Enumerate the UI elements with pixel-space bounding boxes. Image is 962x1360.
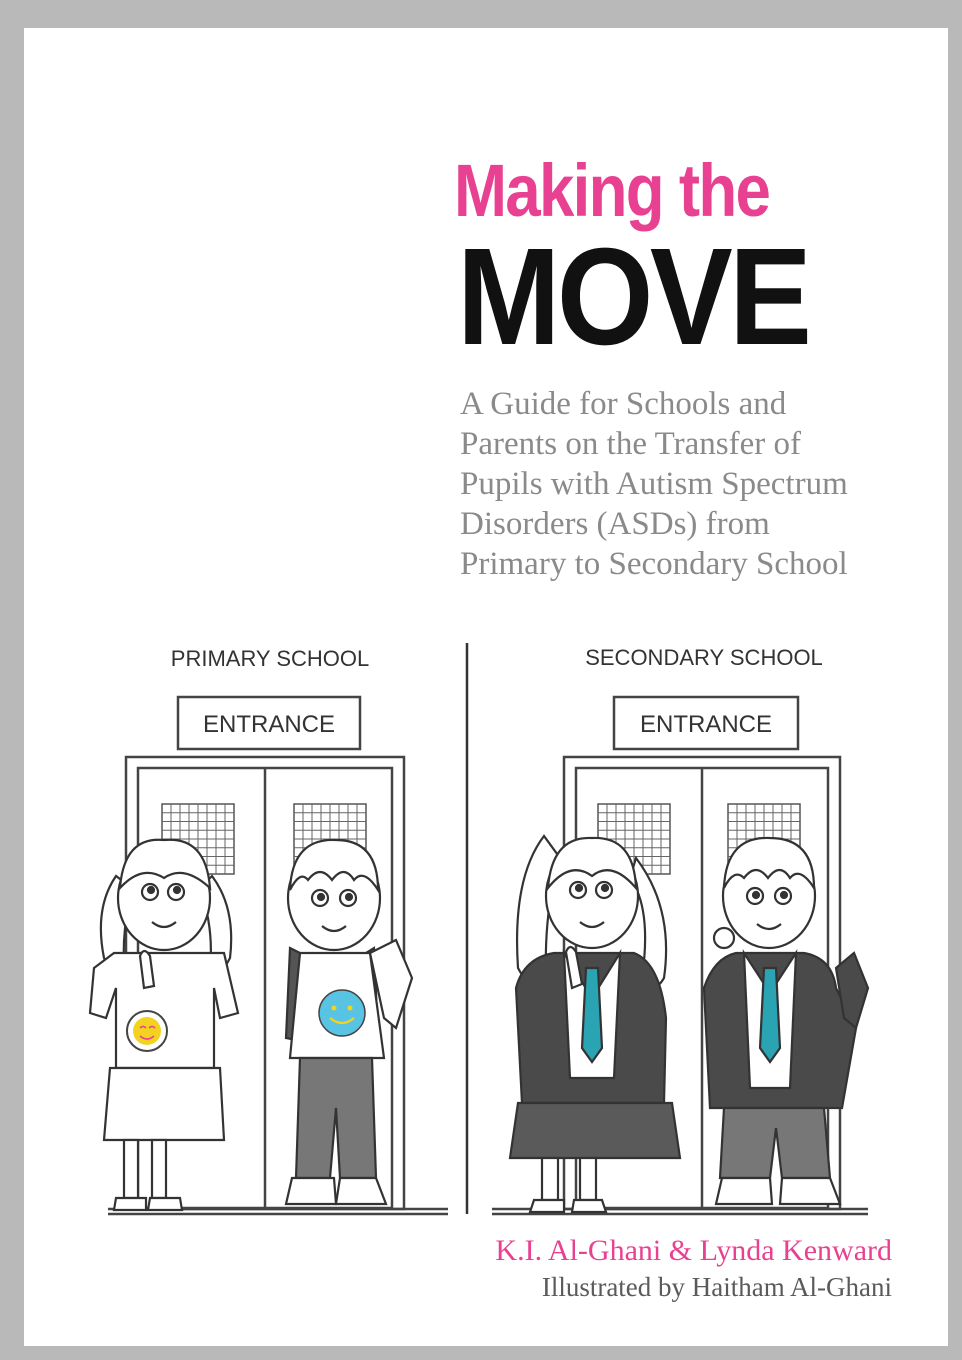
title-line-1: Making the [454, 149, 770, 232]
subtitle-line: Pupils with Autism Spectrum [460, 466, 848, 502]
primary-school-label: PRIMARY SCHOOL [170, 646, 370, 671]
cover-illustration [24, 28, 948, 1346]
illustrator-credit: Illustrated by Haitham Al-Ghani [541, 1272, 892, 1302]
subtitle-line: Disorders (ASDs) from [460, 506, 770, 542]
secondary-girl-figure [510, 836, 680, 1212]
title-line-2: MOVE [457, 220, 809, 374]
subtitle-line: Parents on the Transfer of [460, 426, 801, 462]
secondary-school-label: SECONDARY SCHOOL [585, 645, 823, 670]
flower-smiley-badge [127, 1011, 167, 1051]
secondary-boy-figure [704, 838, 868, 1204]
secondary-entrance-sign: ENTRANCE [639, 711, 773, 738]
subtitle-line: Primary to Secondary School [460, 546, 848, 582]
blue-smiley-badge [319, 990, 365, 1036]
subtitle-line: A Guide for Schools and [460, 386, 787, 422]
book-cover [24, 28, 948, 1346]
authors: K.I. Al-Ghani & Lynda Kenward [495, 1234, 892, 1267]
primary-entrance-sign: ENTRANCE [202, 711, 336, 738]
